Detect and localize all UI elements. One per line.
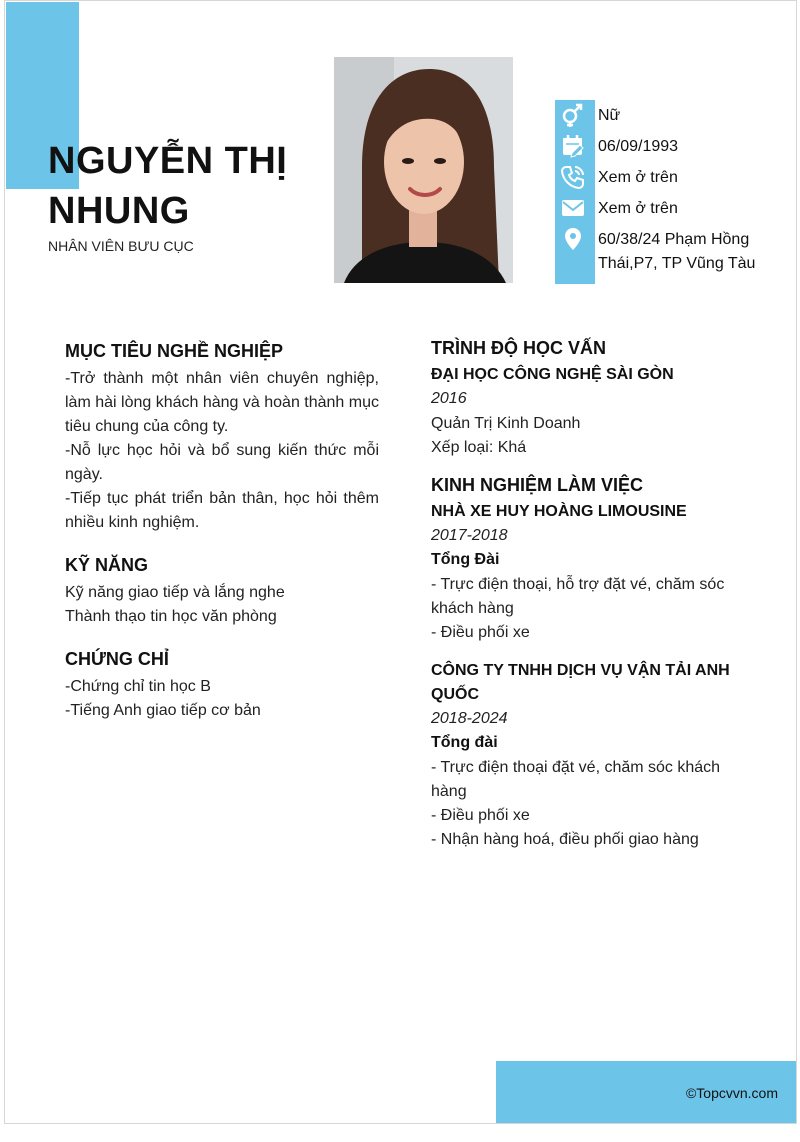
phone-value: Xem ở trên	[598, 169, 678, 186]
education-heading: TRÌNH ĐỘ HỌC VẤN	[431, 338, 606, 358]
job-duty: - Trực điện thoại đặt vé, chăm sóc khách hàng	[431, 759, 721, 800]
skill-item: Kỹ năng giao tiếp và lắng nghe	[65, 584, 285, 601]
copyright-text: ©Topcvvn.com	[685, 1085, 778, 1101]
job-company: CÔNG TY TNHH DỊCH VỤ VẬN TẢI ANH QUỐC	[431, 662, 730, 703]
certificates-list	[65, 675, 379, 723]
objective-paragraph: -Nỗ lực học hỏi và bổ sung kiến thức mỗi ngày.	[65, 442, 379, 483]
objective-paragraph: -Tiếp tục phát triển bản thân, học hỏi thêm nhiều kinh nghiệm.	[65, 490, 379, 531]
job-duty: - Điều phối xe	[431, 807, 530, 824]
skills-list	[65, 581, 379, 629]
email-value: Xem ở trên	[598, 200, 678, 217]
job-duties	[431, 756, 731, 852]
education-school: ĐẠI HỌC CÔNG NGHỆ SÀI GÒN	[431, 366, 674, 383]
certificates-heading: CHỨNG CHỈ	[65, 649, 169, 669]
gender-value: Nữ	[598, 107, 621, 124]
profile-photo	[334, 57, 513, 283]
certificate-item: -Chứng chỉ tin học B	[65, 678, 211, 695]
job-duty: - Trực điện thoại, hỗ trợ đặt vé, chăm sóc khách hàng	[431, 576, 725, 617]
certificate-item: -Tiếng Anh giao tiếp cơ bản	[65, 702, 261, 719]
education-details	[431, 412, 731, 460]
job-title: NHÂN VIÊN BƯU CỤC	[48, 238, 194, 254]
job-duty: - Nhận hàng hoá, điều phối giao hàng	[431, 831, 699, 848]
calendar-icon	[560, 133, 586, 159]
skill-item: Thành thạo tin học văn phòng	[65, 608, 277, 625]
experience-heading: KINH NGHIỆM LÀM VIỆC	[431, 475, 644, 495]
job-company: NHÀ XE HUY HOÀNG LIMOUSINE	[431, 503, 687, 520]
location-icon	[560, 226, 586, 252]
address-value: 60/38/24 Phạm Hồng Thái,P7, TP Vũng Tàu	[598, 231, 756, 272]
job-role: Tổng đài	[431, 734, 498, 751]
objective-body	[65, 367, 379, 535]
candidate-name: NGUYỄN THỊ NHUNG	[48, 140, 288, 232]
gender-icon	[560, 102, 586, 128]
job-period: 2018-2024	[431, 710, 508, 727]
skills-heading: KỸ NĂNG	[65, 555, 149, 575]
job-role: Tổng Đài	[431, 551, 500, 568]
portrait-illustration	[334, 57, 513, 283]
job-duty: - Điều phối xe	[431, 624, 530, 641]
job-duties	[431, 573, 731, 645]
phone-icon	[560, 164, 586, 190]
education-year: 2016	[431, 390, 467, 407]
objective-heading: MỤC TIÊU NGHỀ NGHIỆP	[65, 341, 284, 361]
dob-value: 06/09/1993	[598, 138, 679, 155]
email-icon	[560, 195, 586, 221]
education-major: Quản Trị Kinh Doanh	[431, 415, 581, 432]
education-grade: Xếp loại: Khá	[431, 439, 527, 456]
objective-paragraph: -Trở thành một nhân viên chuyên nghiệp, làm hài lòng khách hàng và hoàn thành mục tiêu chung của công ty.	[65, 370, 379, 435]
job-period: 2017-2018	[431, 527, 508, 544]
